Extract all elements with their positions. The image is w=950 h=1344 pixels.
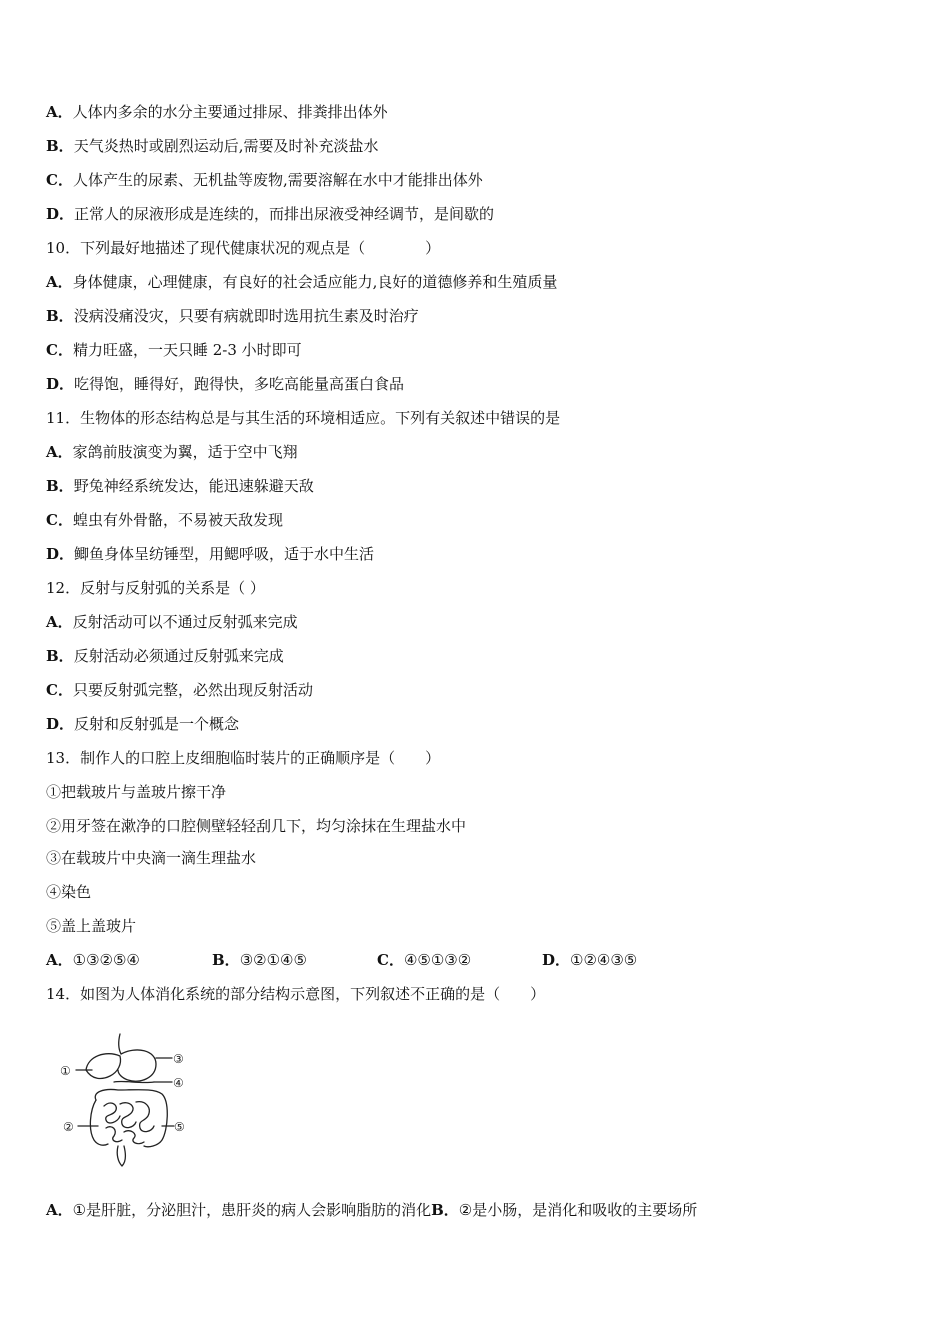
q10-option-b bbox=[46, 306, 419, 326]
q13-step-1: ①把载玻片与盖玻片擦干净 bbox=[46, 783, 227, 801]
q14-stem: 14．如图为人体消化系统的部分结构示意图，下列叙述不正确的是（ ） bbox=[46, 985, 546, 1003]
q11-option-d bbox=[46, 544, 374, 564]
q11-stem: 11．生物体的形态结构总是与其生活的环境相适应。下列有关叙述中错误的是 bbox=[46, 409, 561, 427]
option-label: C． bbox=[46, 341, 73, 359]
small-intestine-coils bbox=[104, 1102, 154, 1144]
option-label: A． bbox=[46, 1201, 73, 1219]
q13-option-c bbox=[377, 950, 471, 970]
option-text: 精力旺盛，一天只睡 2-3 小时即可 bbox=[72, 341, 302, 359]
q10-option-a bbox=[46, 272, 557, 292]
figure-label-1: ① bbox=[60, 1064, 71, 1078]
option-text: 反射和反射弧是一个概念 bbox=[74, 715, 240, 733]
q13-step-3: ③在载玻片中央滴一滴生理盐水 bbox=[46, 849, 257, 867]
figure-label-2: ② bbox=[63, 1120, 74, 1134]
option-text: 身体健康，心理健康，有良好的社会适应能力,良好的道德修养和生殖质量 bbox=[72, 273, 558, 291]
q9-option-c bbox=[46, 170, 483, 190]
option-text: ①是肝脏，分泌胆汁，患肝炎的病人会影响脂肪的消化 bbox=[72, 1201, 432, 1219]
option-label: D． bbox=[46, 375, 75, 393]
q14-options-line bbox=[46, 1200, 697, 1220]
q10-stem: 10．下列最好地描述了现代健康状况的观点是（ ） bbox=[46, 239, 441, 257]
q9-option-b bbox=[46, 136, 378, 156]
q10-option-c bbox=[46, 340, 302, 360]
option-label: A． bbox=[46, 613, 73, 631]
esophagus-shape bbox=[119, 1034, 121, 1054]
figure-label-5: ⑤ bbox=[174, 1120, 185, 1134]
option-text: 没病没痛没灾，只要有病就即时选用抗生素及时治疗 bbox=[73, 307, 419, 325]
q11-option-b bbox=[46, 476, 314, 496]
option-text: 鲫鱼身体呈纺锤型，用鳃呼吸，适于水中生活 bbox=[74, 545, 375, 563]
option-label: C． bbox=[377, 951, 404, 969]
q13-option-a bbox=[46, 950, 140, 970]
q11-option-c bbox=[46, 510, 283, 530]
q12-option-a bbox=[46, 612, 298, 632]
option-label: A． bbox=[46, 951, 73, 969]
option-label: C． bbox=[46, 171, 73, 189]
option-text: ①③②⑤④ bbox=[72, 951, 140, 969]
option-label: B． bbox=[46, 647, 74, 665]
q12-option-c bbox=[46, 680, 313, 700]
rectum-shape bbox=[117, 1146, 125, 1166]
stomach-shape bbox=[118, 1050, 156, 1081]
option-label: B． bbox=[212, 951, 240, 969]
option-label: A． bbox=[46, 443, 73, 461]
option-text: 家鸽前肢演变为翼，适于空中飞翔 bbox=[72, 443, 298, 461]
option-text: ①②④③⑤ bbox=[570, 951, 638, 969]
option-text: 反射活动必须通过反射弧来完成 bbox=[73, 647, 284, 665]
option-text: 天气炎热时或剧烈运动后,需要及时补充淡盐水 bbox=[73, 137, 379, 155]
option-label: B． bbox=[431, 1201, 459, 1219]
option-text: 人体内多余的水分主要通过排尿、排粪排出体外 bbox=[72, 103, 388, 121]
option-label: B． bbox=[46, 137, 74, 155]
option-label: D． bbox=[46, 545, 75, 563]
figure-label-3: ③ bbox=[173, 1052, 184, 1066]
q9-option-a bbox=[46, 102, 388, 122]
q13-stem: 13．制作人的口腔上皮细胞临时装片的正确顺序是（ ） bbox=[46, 749, 441, 767]
option-text: ②是小肠，是消化和吸收的主要场所 bbox=[458, 1201, 698, 1219]
option-label: D． bbox=[542, 951, 571, 969]
q13-option-d bbox=[542, 950, 637, 970]
q13-option-b bbox=[212, 950, 307, 970]
figure-label-4: ④ bbox=[173, 1076, 184, 1090]
q12-stem: 12．反射与反射弧的关系是（ ） bbox=[46, 579, 265, 597]
option-label: A． bbox=[46, 273, 73, 291]
liver-shape bbox=[86, 1054, 121, 1079]
option-label: D． bbox=[46, 205, 75, 223]
q13-step-2: ②用牙签在漱净的口腔侧壁轻轻刮几下，均匀涂抹在生理盐水中 bbox=[46, 817, 467, 835]
q12-option-b bbox=[46, 646, 284, 666]
option-text: 蝗虫有外骨骼，不易被天敌发现 bbox=[72, 511, 283, 529]
option-text: 吃得饱，睡得好，跑得快，多吃高能量高蛋白食品 bbox=[74, 375, 405, 393]
q9-option-d bbox=[46, 204, 494, 224]
option-label: C． bbox=[46, 511, 73, 529]
pancreas-shape bbox=[114, 1081, 154, 1082]
option-label: D． bbox=[46, 715, 75, 733]
option-text: 正常人的尿液形成是连续的，而排出尿液受神经调节，是间歇的 bbox=[74, 205, 495, 223]
q13-step-4: ④染色 bbox=[46, 883, 92, 901]
option-text: 反射活动可以不通过反射弧来完成 bbox=[72, 613, 298, 631]
option-text: ③②①④⑤ bbox=[239, 951, 307, 969]
digestive-system-diagram bbox=[58, 1030, 188, 1170]
option-label: C． bbox=[46, 681, 73, 699]
option-label: A． bbox=[46, 103, 73, 121]
option-text: 只要反射弧完整，必然出现反射活动 bbox=[72, 681, 313, 699]
q11-option-a bbox=[46, 442, 298, 462]
q12-option-d bbox=[46, 714, 239, 734]
option-label: B． bbox=[46, 307, 74, 325]
q13-step-5: ⑤盖上盖玻片 bbox=[46, 917, 137, 935]
q10-option-d bbox=[46, 374, 404, 394]
option-text: 野兔神经系统发达，能迅速躲避天敌 bbox=[73, 477, 314, 495]
option-text: 人体产生的尿素、无机盐等废物,需要溶解在水中才能排出体外 bbox=[72, 171, 483, 189]
option-label: B． bbox=[46, 477, 74, 495]
option-text: ④⑤①③② bbox=[403, 951, 472, 969]
